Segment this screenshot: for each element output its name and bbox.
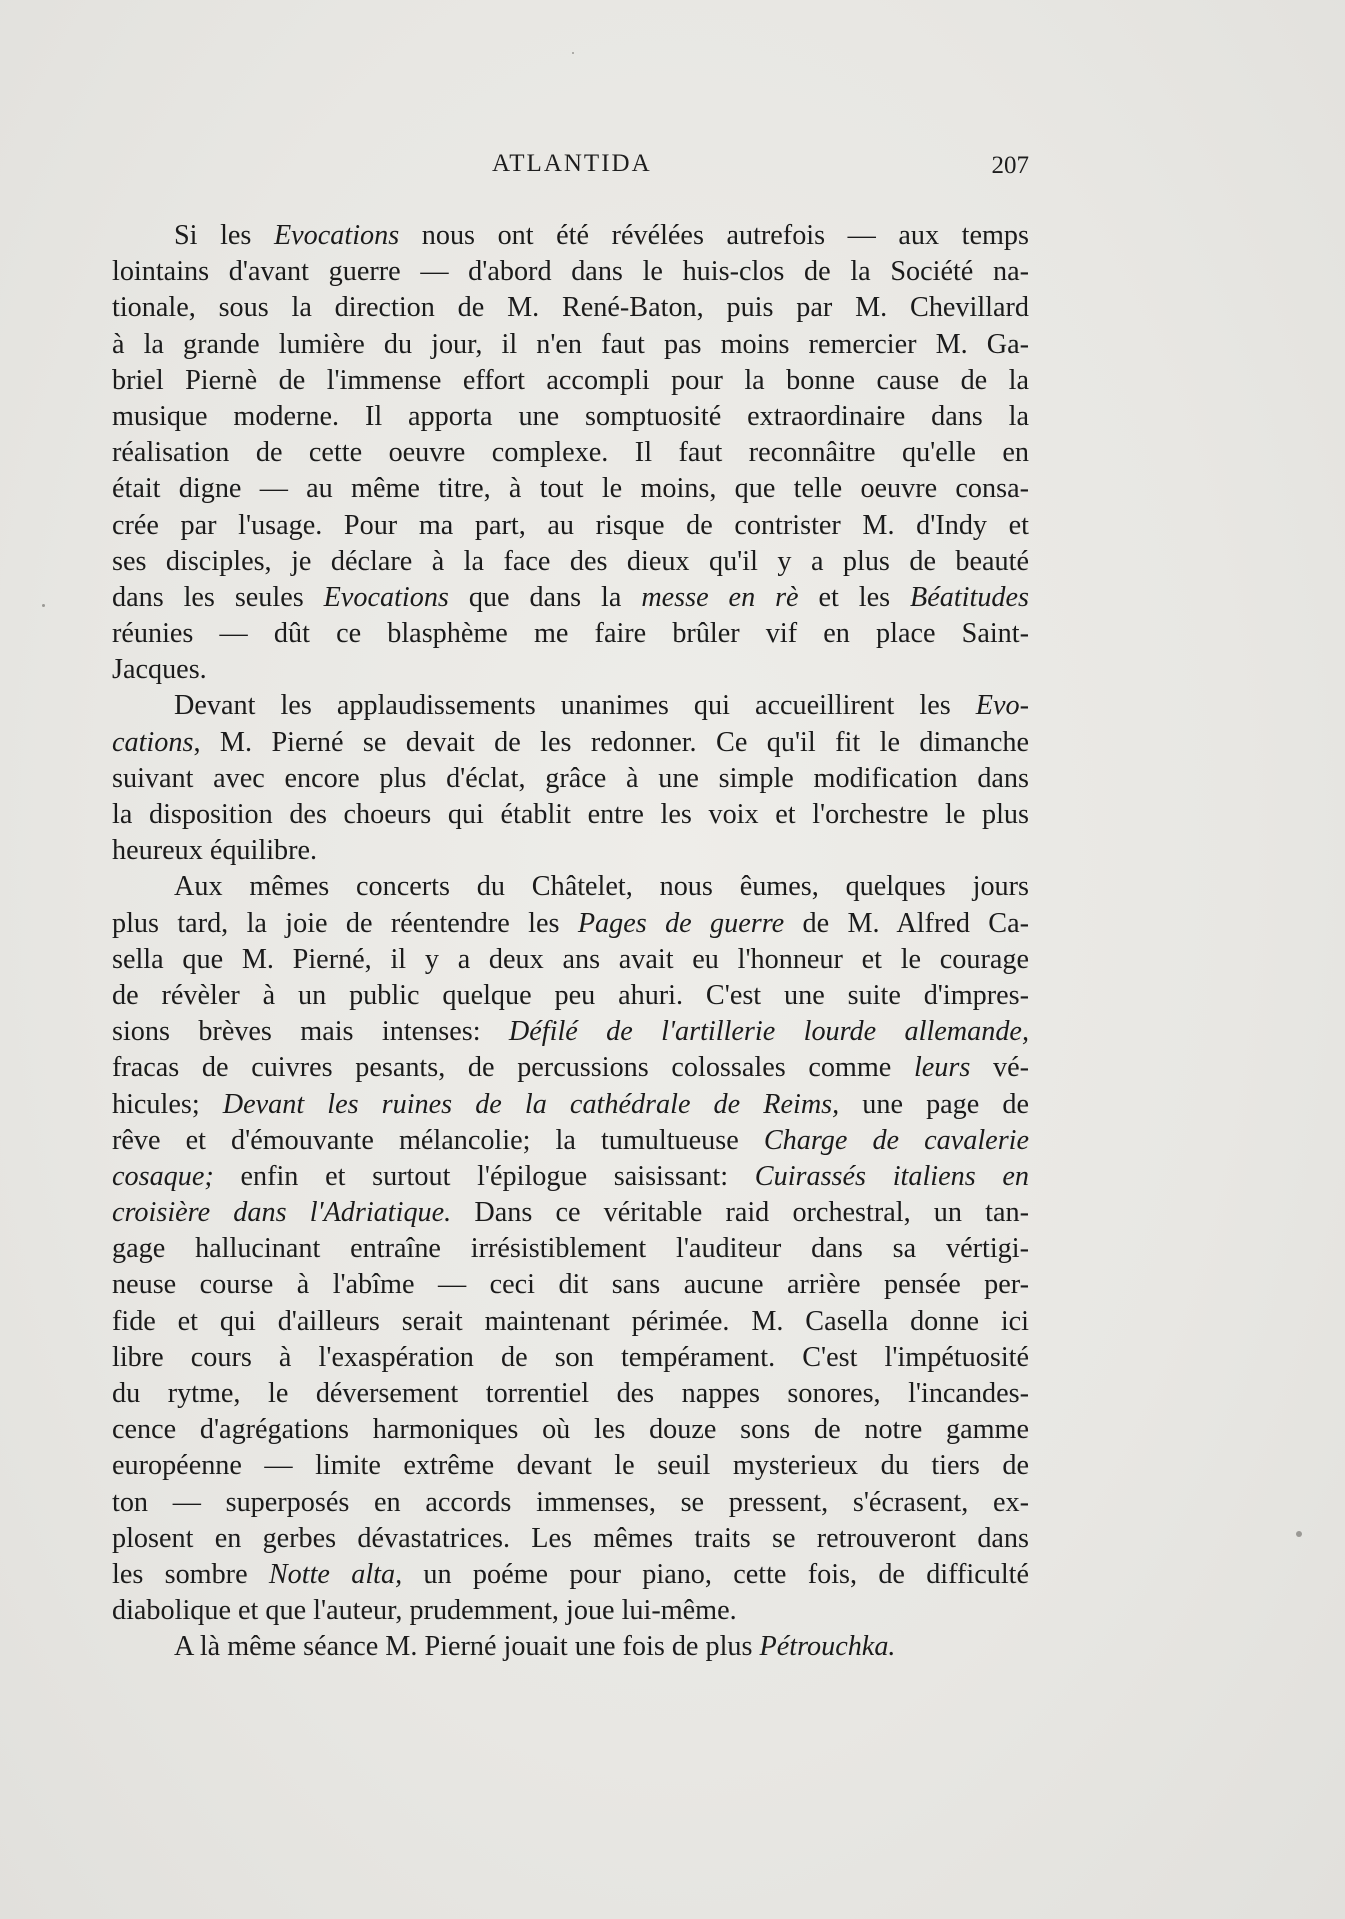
text-segment: lointains d'avant guerre — d'abord dans le huis-clos de la Société na- [112, 256, 1029, 288]
text-segment: vé- [970, 1052, 1029, 1084]
text-segment: et les [798, 581, 911, 613]
italic-text: Notte alta, [268, 1558, 403, 1590]
page-header [112, 150, 1029, 190]
text-line [112, 580, 1029, 616]
text-line [112, 616, 1029, 652]
text-line [112, 1267, 1029, 1303]
text-segment: ton — superposés en accords immenses, se pressent, s'écrasent, ex- [112, 1486, 1029, 1518]
text-line [112, 363, 1029, 399]
text-line [112, 978, 1029, 1014]
text-line [112, 1485, 1029, 1521]
text-line [112, 906, 1029, 942]
text-segment: A là même séance M. Pierné jouait une fois de plus [174, 1631, 760, 1663]
text-segment: Dans ce véritable raid orchestral, un tan- [451, 1197, 1029, 1229]
text-segment: de M. Alfred Ca- [784, 907, 1029, 939]
text-segment: ses disciples, je déclare à la face des dieux qu'il y a plus de beauté [112, 545, 1029, 577]
italic-text: Pétrouchka. [759, 1631, 896, 1663]
italic-text: cosaque; [112, 1160, 214, 1192]
text-segment: suivant avec encore plus d'éclat, grâce à une simple modification dans [112, 762, 1029, 794]
text-line [112, 1231, 1029, 1267]
text-line [112, 1521, 1029, 1557]
italic-text: Pages de guerre [577, 907, 785, 939]
text-segment: fide et qui d'ailleurs serait maintenant périmée. M. Casella donne ici [112, 1305, 1029, 1337]
text-line [112, 254, 1029, 290]
text-segment: sions brèves mais intenses: [112, 1016, 509, 1048]
text-line [112, 471, 1029, 507]
running-title: ATLANTIDA [492, 150, 652, 177]
text-line [112, 1304, 1029, 1340]
text-segment: neuse course à l'abîme — ceci dit sans aucune arrière pensée per- [112, 1269, 1029, 1301]
text-line [112, 544, 1029, 580]
text-line [112, 435, 1029, 471]
italic-text: Devant les ruines de la cathédrale de Reims, [222, 1088, 840, 1120]
text-segment: Si les [174, 220, 274, 251]
text-line [112, 508, 1029, 544]
text-line [112, 652, 1029, 688]
text-segment: européenne — limite extrême devant le seuil mysterieux du tiers de [112, 1450, 1029, 1482]
italic-text: leurs [913, 1052, 971, 1084]
text-segment: une page de [839, 1088, 1029, 1120]
text-line [112, 761, 1029, 797]
italic-text: Béatitudes [910, 581, 1030, 613]
text-line [112, 1448, 1029, 1484]
text-segment: diabolique et que l'auteur, prudemment, joue lui-même. [112, 1595, 737, 1627]
italic-text: croisière dans l'Adriatique. [112, 1197, 452, 1229]
text-segment: sella que M. Pierné, il y a deux ans avait eu l'honneur et le courage [112, 943, 1029, 975]
text-line [112, 327, 1029, 363]
text-line [112, 833, 1029, 869]
text-segment: Aux mêmes concerts du Châtelet, nous êumes, quelques jours [174, 871, 1029, 903]
text-line [112, 1014, 1029, 1050]
text-segment: musique moderne. Il apporta une somptuosité extraordinaire dans la [112, 400, 1029, 432]
text-line [112, 797, 1029, 833]
text-segment: fracas de cuivres pesants, de percussions colossales comme [112, 1052, 914, 1084]
text-segment: réalisation de cette oeuvre complexe. Il faut reconnâitre qu'elle en [112, 437, 1029, 469]
italic-text: Evocations [273, 220, 400, 251]
text-segment: , M. Pierné se devait de les redonner. Ce qu'il fit le dimanche [193, 726, 1029, 758]
italic-text: Charge de cavalerie [763, 1124, 1030, 1156]
text-line [112, 1376, 1029, 1412]
text-segment: Devant les applaudissements unanimes qui accueillirent les [174, 690, 976, 722]
text-segment: tionale, sous la direction de M. René-Baton, puis par M. Chevillard [112, 292, 1029, 324]
text-segment: heureux équilibre. [112, 835, 318, 867]
text-segment: rêve et d'émouvante mélancolie; la tumultueuse [112, 1124, 764, 1156]
text-line [112, 942, 1029, 978]
text-segment: gage hallucinant entraîne irrésistiblement l'auditeur dans sa vértigi- [112, 1233, 1029, 1265]
text-segment: cence d'agrégations harmoniques où les douze sons de notre gamme [112, 1414, 1029, 1446]
text-line [112, 218, 1029, 254]
italic-text: Evo- [975, 690, 1029, 722]
text-line [112, 1340, 1029, 1376]
text-segment: briel Piernè de l'immense effort accompli pour la bonne cause de la [112, 364, 1029, 396]
text-segment: plosent en gerbes dévastatrices. Les mêmes traits se retrouveront dans [112, 1522, 1029, 1554]
text-line [112, 1087, 1029, 1123]
text-line [112, 399, 1029, 435]
text-segment: de révèler à un public quelque peu ahuri. C'est une suite d'impres- [112, 979, 1029, 1011]
text-segment: crée par l'usage. Pour ma part, au risque de contrister M. d'Indy et [112, 509, 1029, 541]
text-line [112, 1629, 1029, 1665]
italic-text: Evocations [323, 581, 449, 613]
text-segment: dans les seules [112, 581, 324, 613]
italic-text: Cuirassés italiens en [754, 1160, 1029, 1192]
text-segment: était digne — au même titre, à tout le moins, que telle oeuvre consa- [112, 473, 1029, 505]
text-line [112, 1557, 1029, 1593]
text-segment: plus tard, la joie de réentendre les [112, 907, 578, 939]
text-segment: un poéme pour piano, cette fois, de difficulté [402, 1558, 1030, 1590]
text-segment: nous ont été révélées autrefois — aux temps [399, 220, 1029, 251]
text-segment: hicules; [112, 1088, 223, 1120]
text-segment: les sombre [112, 1558, 269, 1590]
text-line [112, 1050, 1029, 1086]
text-segment: que dans la [448, 581, 642, 613]
page-number: 207 [991, 152, 1029, 179]
text-line [112, 725, 1029, 761]
text-segment: du rytme, le déversement torrentiel des nappes sonores, l'incandes- [112, 1378, 1029, 1409]
italic-text: Défilé de l'artillerie lourde allemande, [508, 1016, 1029, 1048]
text-segment: à la grande lumière du jour, il n'en faut pas moins remercier M. Ga- [112, 328, 1029, 360]
italic-text: cations [112, 726, 194, 758]
text-line [112, 290, 1029, 326]
body-text [112, 218, 1029, 1666]
text-segment: la disposition des choeurs qui établit entre les voix et l'orchestre le plus [112, 799, 1029, 830]
text-line [112, 1593, 1029, 1629]
italic-text: messe en rè [641, 581, 799, 613]
text-line [112, 1159, 1029, 1195]
text-line [112, 1123, 1029, 1159]
text-segment: réunies — dût ce blasphème me faire brûler vif en place Saint- [112, 618, 1029, 650]
text-line [112, 688, 1029, 724]
text-line [112, 869, 1029, 905]
text-segment: enfin et surtout l'épilogue saisissant: [213, 1160, 755, 1192]
text-segment: libre cours à l'exaspération de son tempérament. C'est l'impétuosité [112, 1341, 1029, 1373]
text-segment: Jacques. [112, 654, 207, 686]
text-line [112, 1412, 1029, 1448]
text-line [112, 1195, 1029, 1231]
